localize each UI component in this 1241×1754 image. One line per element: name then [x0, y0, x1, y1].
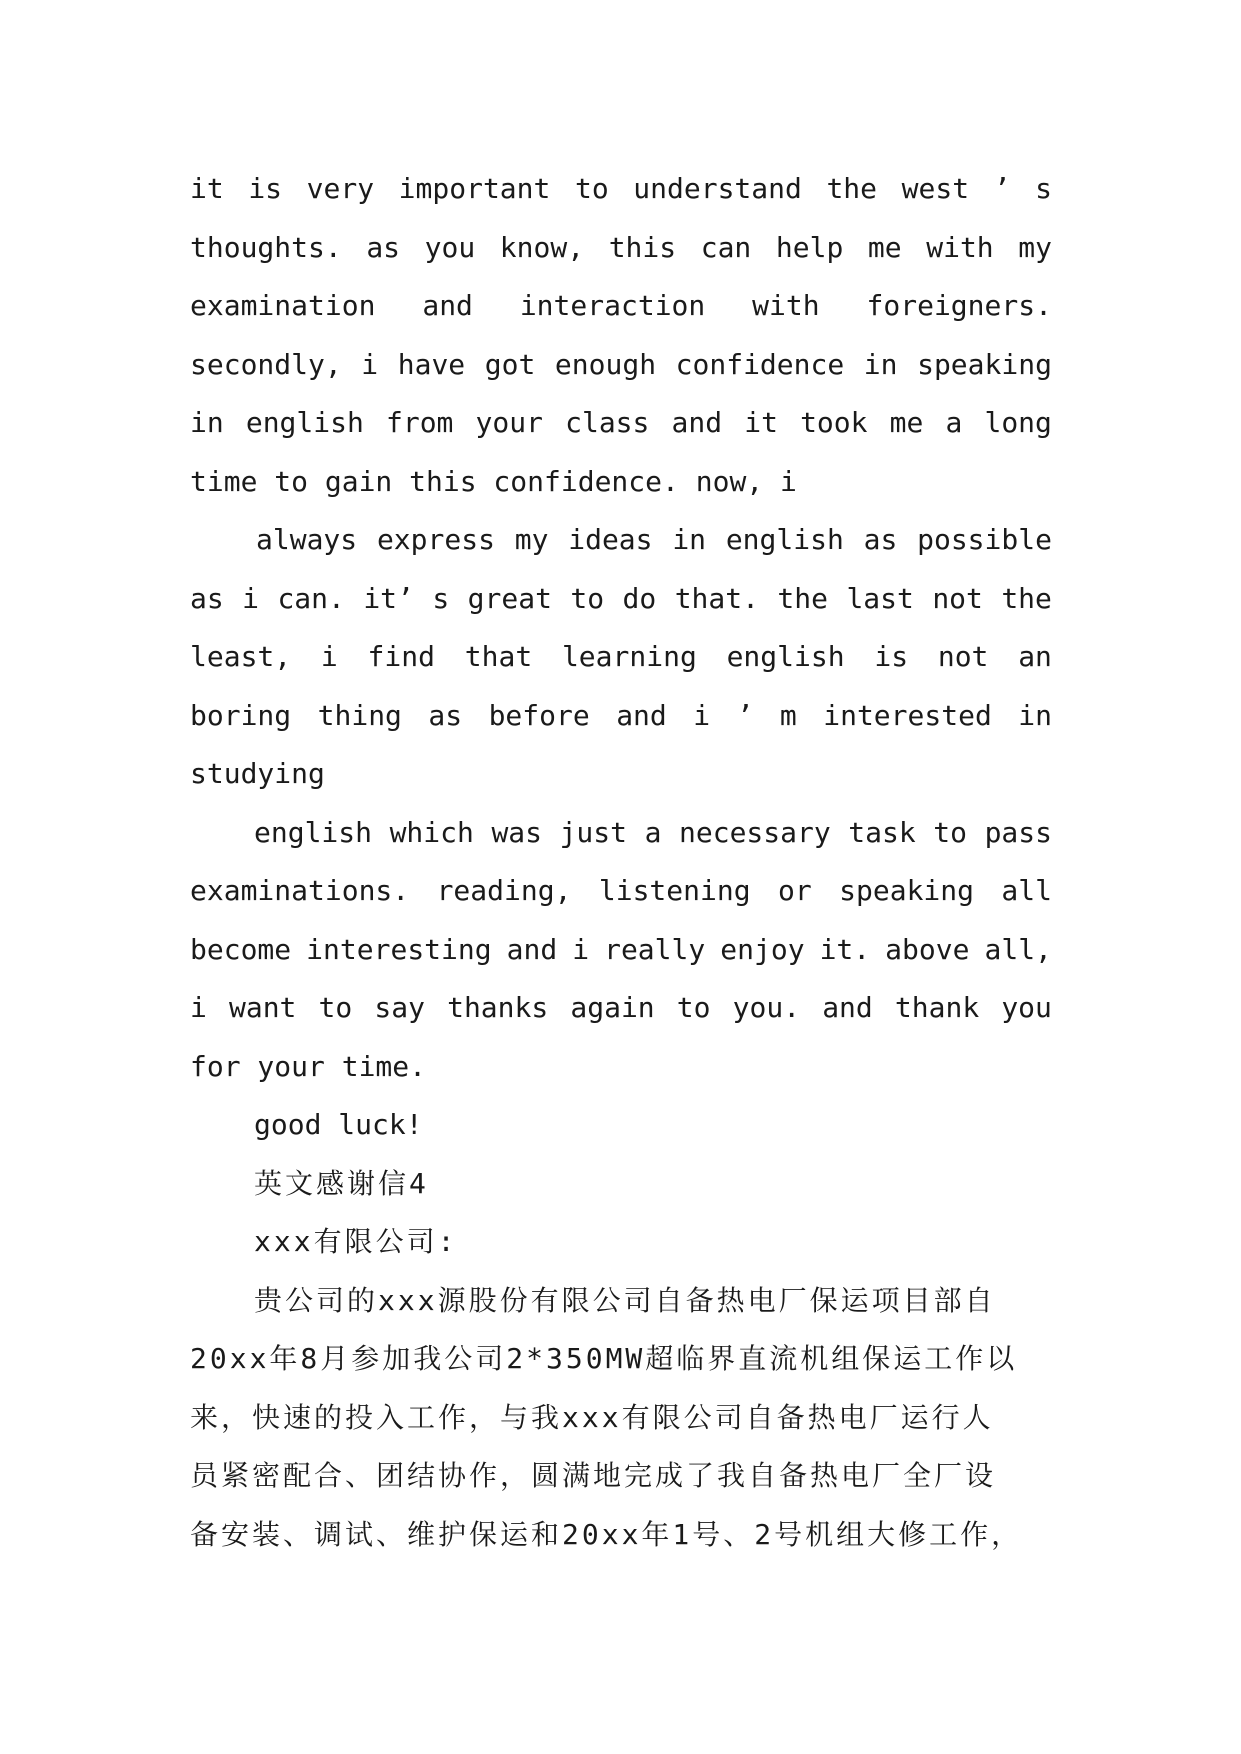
text-line [190, 628, 1052, 687]
word: english [725, 523, 844, 556]
word: in [863, 347, 898, 381]
word: thank [894, 991, 980, 1024]
word: and [671, 406, 723, 439]
word: always [256, 523, 358, 556]
word: english [245, 406, 364, 439]
section-heading: 英文感谢信4 [254, 1166, 429, 1200]
text-line [190, 511, 1052, 570]
word: all, [984, 932, 1052, 966]
word: i [572, 932, 590, 966]
word: least, [190, 640, 292, 673]
word: as [428, 698, 463, 732]
word: ideas [568, 523, 653, 556]
word: ’ [993, 172, 1011, 205]
word: help [775, 230, 844, 264]
word: secondly, [190, 347, 342, 381]
text-line: studying [190, 757, 325, 790]
text-line [190, 394, 1052, 453]
word: with [926, 230, 994, 264]
text-line: 20xx年8月参加我公司2*350MW超临界直流机组保运工作以 [190, 1342, 1018, 1375]
word: really [604, 932, 706, 966]
word: to [574, 172, 609, 205]
word: find [367, 640, 435, 673]
word: reading, [436, 874, 572, 907]
word: speaking [917, 347, 1052, 381]
addressee: xxx有限公司: [254, 1225, 458, 1258]
word: before [488, 698, 590, 732]
word: with [752, 289, 820, 322]
word: listening [598, 874, 751, 907]
word: your [475, 406, 543, 439]
word: all [1001, 874, 1052, 907]
word: west [901, 172, 970, 205]
word: interested [823, 698, 992, 732]
word: m [779, 698, 797, 732]
word: long [984, 406, 1052, 439]
word: the [777, 581, 828, 615]
word: my [514, 523, 549, 556]
word: s [432, 581, 450, 615]
word: above [885, 932, 970, 966]
word: not [937, 640, 989, 673]
word: english [726, 640, 845, 673]
word: want [228, 991, 297, 1024]
word: from [385, 406, 454, 439]
word: speaking [839, 874, 974, 907]
word: examinations. [190, 874, 410, 907]
word: examination [190, 289, 376, 322]
text-line [190, 804, 1052, 863]
word: i [190, 991, 207, 1024]
text-line [190, 336, 1052, 395]
word: as [863, 523, 898, 556]
word: s [1035, 172, 1052, 205]
text-line: 备安装、调试、维护保运和20xx年1号、2号机组大修工作， [190, 1517, 1023, 1551]
text-line [190, 277, 1052, 336]
word: or [778, 874, 812, 907]
word: i [242, 581, 260, 615]
word: it. [819, 932, 871, 966]
word: understand [633, 172, 802, 205]
word: an [1018, 640, 1052, 673]
text-line [190, 570, 1052, 629]
word: and [822, 991, 873, 1024]
text-line [190, 862, 1052, 921]
word: the [826, 172, 878, 205]
text-line: good luck! [254, 1108, 423, 1141]
word: a [945, 406, 963, 439]
word: enjoy [720, 932, 805, 966]
word: you. [732, 991, 801, 1024]
word: as [190, 581, 224, 615]
word: just [559, 815, 628, 849]
word: as [366, 230, 401, 264]
word: to [676, 991, 711, 1024]
word: interesting [306, 932, 492, 966]
word: last [846, 581, 914, 615]
word: pass [984, 815, 1052, 849]
word: express [376, 523, 495, 556]
text-line [190, 687, 1052, 746]
word: english [254, 815, 373, 849]
word: thanks [447, 991, 549, 1024]
word: great [467, 581, 552, 615]
word: and [506, 932, 558, 966]
word: i [361, 347, 379, 381]
word: foreigners. [866, 289, 1052, 322]
word: to [933, 815, 967, 849]
word: learning [561, 640, 697, 673]
word: me [867, 230, 902, 264]
word: necessary [679, 815, 831, 849]
word: the [1001, 581, 1052, 615]
word: can [700, 230, 752, 264]
word: it [744, 406, 778, 439]
text-line: for your time. [190, 1049, 427, 1083]
word: me [889, 406, 924, 439]
word: it’ [363, 581, 414, 615]
word: my [1018, 230, 1052, 264]
word: become [190, 932, 292, 966]
word: a [644, 815, 662, 849]
word: enough [554, 347, 657, 381]
word: can. [277, 581, 345, 615]
word: task [848, 815, 916, 849]
word: ’ [736, 698, 754, 732]
text-line [190, 160, 1052, 219]
word: say [374, 991, 425, 1024]
word: to [570, 581, 605, 615]
word: in [672, 523, 707, 556]
word: know, [499, 230, 585, 264]
word: is [874, 640, 909, 673]
word: in [190, 406, 224, 439]
document-body [190, 160, 1052, 1564]
word: you [424, 230, 476, 264]
text-line: 员紧密配合、团结协作，圆满地完成了我自备热电厂全厂设 [190, 1459, 997, 1492]
text-line [190, 219, 1052, 278]
text-line: 贵公司的xxx源股份有限公司自备热电厂保运项目部自 [254, 1283, 996, 1317]
word: to [318, 991, 353, 1024]
text-line [190, 979, 1052, 1038]
word: again [570, 991, 655, 1024]
word: important [398, 172, 551, 205]
text-line: time to gain this confidence. now, i [190, 464, 797, 498]
word: this [608, 230, 677, 264]
word: boring [190, 698, 292, 732]
word: have [397, 347, 466, 381]
word: and [616, 698, 667, 732]
word: confidence [675, 347, 845, 381]
word: thing [317, 698, 402, 732]
word: that [464, 640, 533, 673]
word: do [622, 581, 657, 615]
word: was [491, 815, 543, 849]
word: is [248, 172, 283, 205]
word: class [565, 406, 650, 439]
word: it [190, 172, 224, 205]
word: which [389, 815, 474, 849]
word: interaction [519, 289, 706, 322]
text-line [190, 921, 1052, 980]
text-line: 来，快速的投入工作，与我xxx有限公司自备热电厂运行人 [190, 1400, 994, 1434]
word: thoughts. [190, 230, 342, 264]
word: you [1001, 991, 1052, 1024]
word: not [932, 581, 983, 615]
word: i [320, 640, 338, 673]
word: i [693, 698, 711, 732]
word: that. [674, 581, 759, 615]
word: and [422, 289, 473, 322]
word: took [800, 406, 868, 439]
word: in [1018, 698, 1052, 732]
word: possible [917, 523, 1052, 556]
word: very [306, 172, 375, 205]
word: got [484, 347, 536, 381]
